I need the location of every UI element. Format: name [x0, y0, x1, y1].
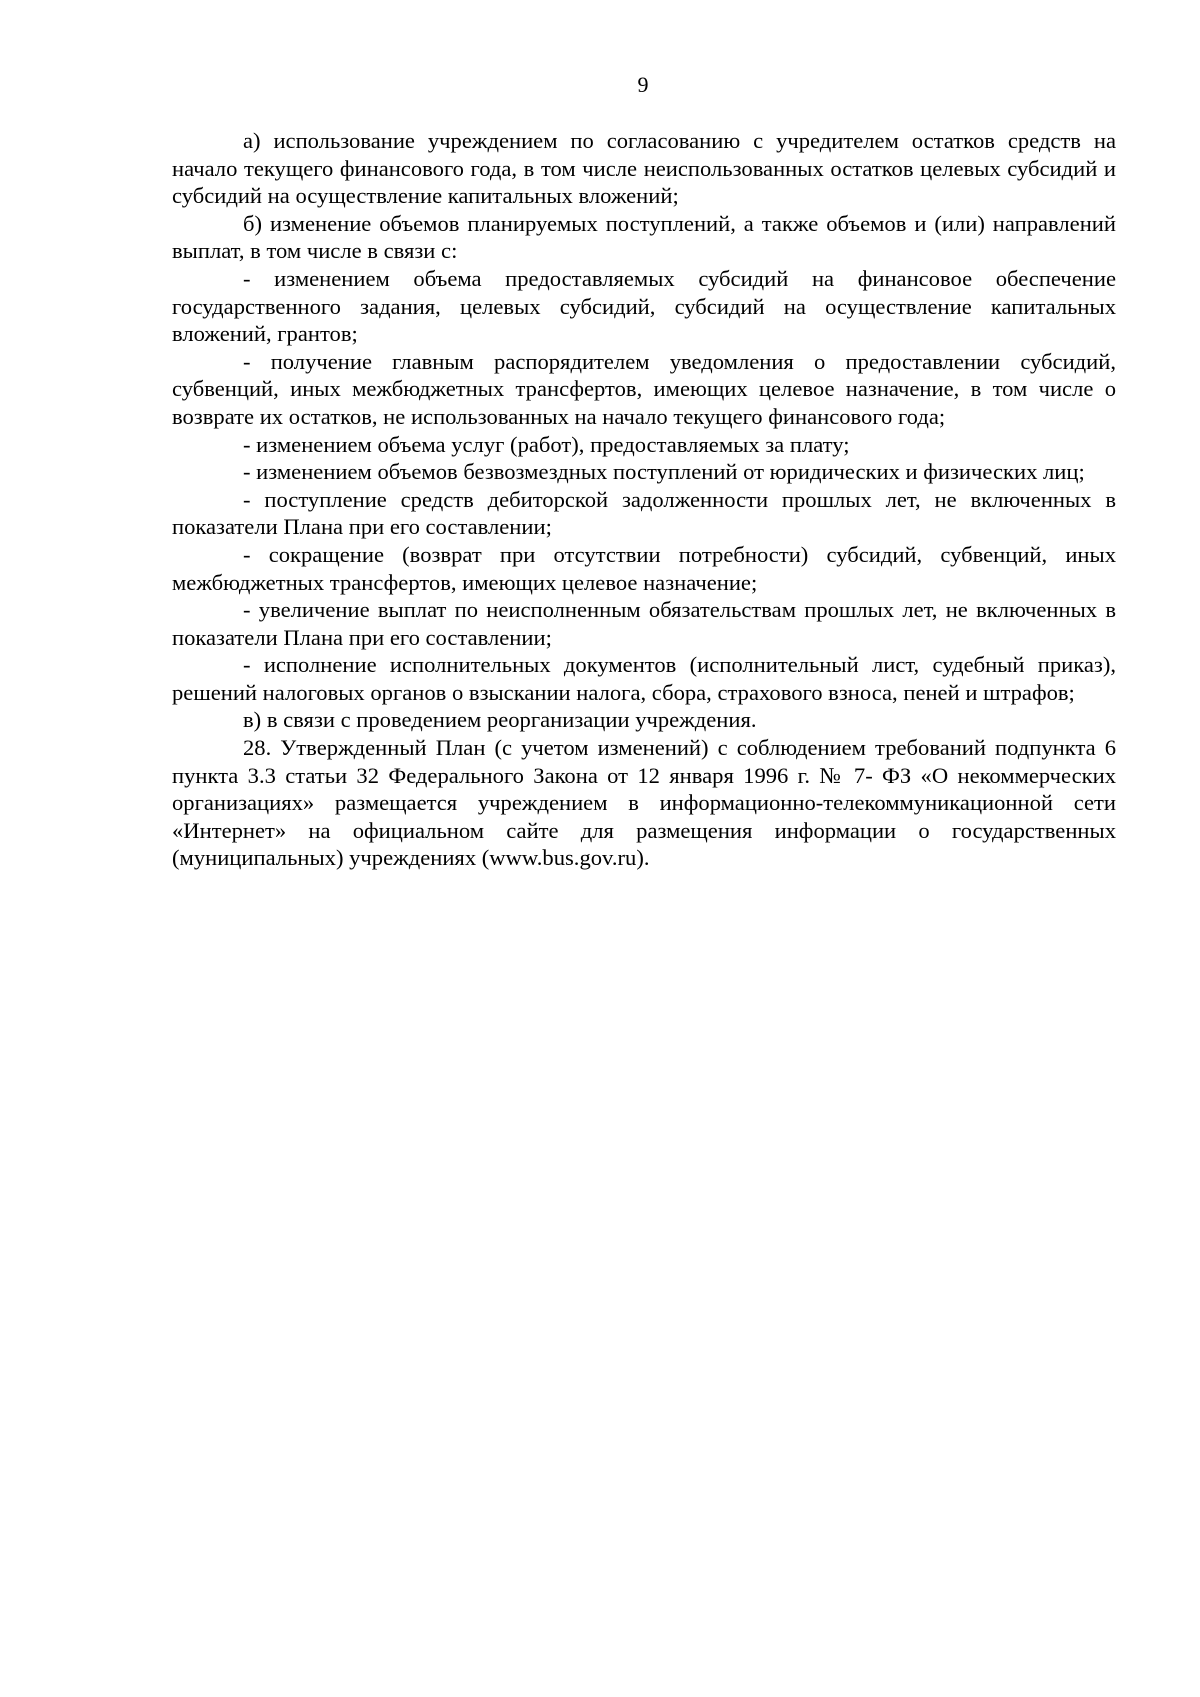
- bullet-unfulfilled-obligations: - увеличение выплат по неисполненным обязательствам прошлых лет, не включенных в показатели Плана при его составлении;: [172, 597, 1116, 650]
- bullet-notification-received: - получение главным распорядителем уведомления о предоставлении субсидий, субвенций, иных межбюджетных трансфертов, имеющих целевое назначение, в том числе о возврате их остатков, не использованных на начало текущего финансового года;: [172, 348, 1116, 429]
- bullet-gratuitous-receipts-change: - изменением объемов безвозмездных поступлений от юридических и физических лиц;: [243, 459, 1085, 485]
- bullet-enforcement-documents: - исполнение исполнительных документов (исполнительный лист, судебный приказ), решений налоговых органов о взыскании налога, сбора, страхового взноса, пеней и штрафов;: [172, 652, 1116, 705]
- paragraph-item-b: б) изменение объемов планируемых поступлений, а также объемов и (или) направлений выплат, в том числе в связи с:: [172, 210, 1116, 264]
- document-body: [172, 127, 1116, 872]
- paragraph-item-v: в) в связи с проведением реорганизации учреждения.: [243, 707, 757, 733]
- paragraph-item-28: 28. Утвержденный План (с учетом изменений) с соблюдением требований подпункта 6 пункта 3.3 статьи 32 Федерального Закона от 12 января 1996 г. № 7- ФЗ «О некоммерческих организациях» размещается учреждением в информационно-телекоммуникационной сети «Интернет» на официальном сайте для размещения информации о государственных (муниципальных) учреждениях (www.bus.gov.ru).: [172, 735, 1116, 871]
- paragraph-item-a: а) использование учреждением по согласованию с учредителем остатков средств на начало текущего финансового года, в том числе неиспользованных остатков целевых субсидий и субсидий на осуществление капитальных вложений;: [172, 128, 1116, 209]
- bullet-receivables-receipt: - поступление средств дебиторской задолженности прошлых лет, не включенных в показатели Плана при его составлении;: [172, 486, 1116, 540]
- bullet-paid-services-change: - изменением объема услуг (работ), предоставляемых за плату;: [243, 431, 850, 457]
- bullet-subsidy-volume-change: - изменением объема предоставляемых субсидий на финансовое обеспечение государственного задания, целевых субсидий, субсидий на осуществление капитальных вложений, грантов;: [172, 265, 1116, 347]
- bullet-transfers-reduction: - сокращение (возврат при отсутствии потребности) субсидий, субвенций, иных межбюджетных трансфертов, имеющих целевое назначение;: [172, 541, 1116, 595]
- page-number: 9: [637, 72, 649, 97]
